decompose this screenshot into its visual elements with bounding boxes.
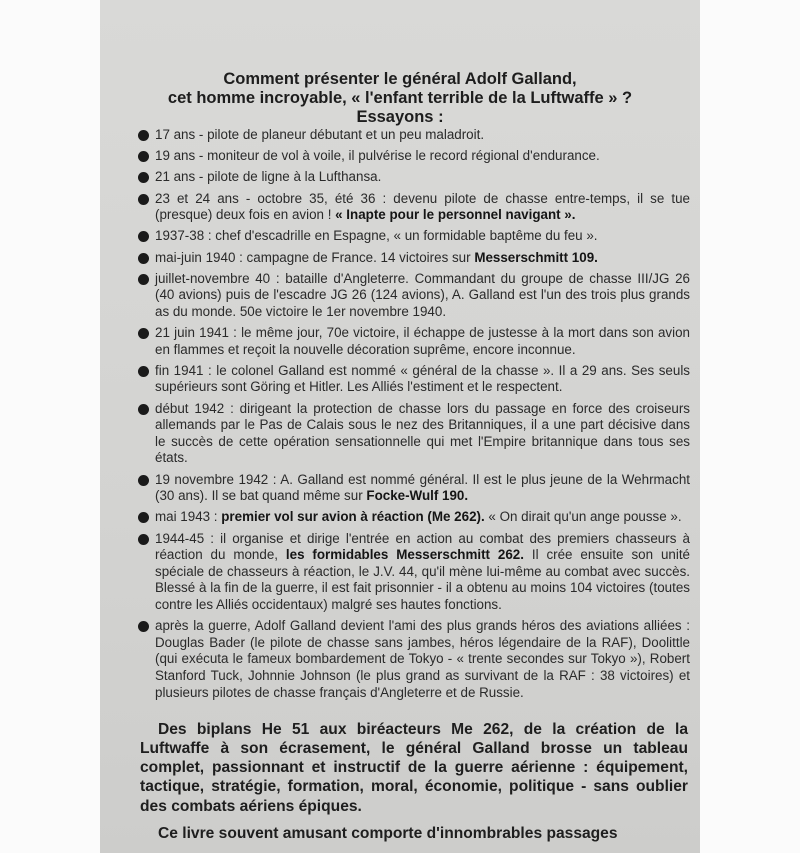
item-text: « On dirait qu'un ange pousse ». [484,509,682,525]
heading [100,70,700,127]
item-text: 17 ans - pilote de planeur débutant et un peu maladroit. [155,127,485,142]
bullet-icon [138,274,149,285]
list-item [138,250,690,267]
list-item [138,531,690,614]
list-item [138,325,690,358]
bullet-icon [138,366,149,377]
bullet-icon [138,328,149,339]
item-text: 19 novembre 1942 : A. Galland est nommé général. Il est le plus jeune de la Wehrmacht (30 ans). Il se bat quand même sur [155,471,690,504]
list-item [138,127,690,144]
bold-text: Focke-Wulf 190. [366,488,469,504]
list-item [138,191,690,224]
bullet-icon [138,512,149,523]
bullet-icon [138,253,149,264]
heading-line-1: Comment présenter le général Adolf Galland, [223,70,577,88]
list-item [138,148,690,165]
bullet-icon [138,404,149,415]
bold-text: les formidables Messerschmitt 262. [285,547,524,563]
bullet-icon [138,621,149,632]
bold-text: Messerschmitt 109. [474,249,598,265]
book-back-cover [100,0,700,853]
bullet-icon [138,130,149,141]
heading-line-3: Essayons : [356,108,444,126]
list-item [138,271,690,321]
item-text: mai 1943 : [155,509,222,525]
item-text: 1937-38 : chef d'escadrille en Espagne, « un formidable baptême du feu ». [155,228,598,244]
list-item [138,169,690,186]
list-item [138,618,690,701]
list-item [138,363,690,396]
item-text: 21 ans - pilote de ligne à la Lufthansa. [155,169,382,185]
item-text: Il crée ensuite son unité spéciale de chasseurs à réaction, le J.V. 44, qu'il mène lui-même au combat avec succès. Blessé à la fin de la guerre, il est fait prisonnier - il a obtenu au moins 104 victoires (toutes contre les Alliés occidentaux) malgré ses hautes fonctions. [155,547,691,612]
list-item [138,472,690,505]
item-text: 21 juin 1941 : le même jour, 70e victoire, il échappe de justesse à la mort dans son avion en flammes et reçoit la nouvelle décoration suprême, encore inconnue. [155,325,690,357]
list-item [138,401,690,467]
bold-text: « Inapte pour le personnel navigant ». [335,207,576,223]
item-text: début 1942 : dirigeant la protection de chasse lors du passage en force des croiseurs allemands par le Pas de Calais sous le nez des Britanniques, il a une part décisive dans le succès de cette opération sensationnelle qui met l'Empire britannique dans tous ses états. [155,400,690,466]
item-text: juillet-novembre 40 : bataille d'Angleterre. Commandant du groupe de chasse III/JG 26 (40 avions) puis de l'escadre JG 26 (124 avions), A. Galland est l'un des trois plus grands as du monde. 50e victoire le 1er novembre 1940. [155,270,690,319]
summary-paragraph: Des biplans He 51 aux biréacteurs Me 262, de la création de la Luftwaffe à son écrasement, le général Galland brosse un tableau complet, passionnant et instructif de la guerre aérienne : équipement, tactique, stratégie, formation, moral, économie, politique - sans oublier des combats aériens épiques. [140,720,688,815]
list-item [138,509,690,526]
item-text: fin 1941 : le colonel Galland est nommé « général de la chasse ». Il a 29 ans. Ses seuls supérieurs sont Göring et Hitler. Les Alliés l'estiment et le respectent. [155,362,690,395]
bullet-icon [138,151,149,162]
timeline-list [138,127,690,706]
second-paragraph: Ce livre souvent amusant comporte d'innombrables passages [158,824,618,842]
item-text: 19 ans - moniteur de vol à voile, il pulvérise le record régional d'endurance. [155,148,600,164]
bullet-icon [138,475,149,486]
list-item [138,228,690,245]
item-text: 23 et 24 ans - octobre 35, été 36 : devenu pilote de chasse entre-temps, il se tue (presque) deux fois en avion ! [155,190,690,223]
bullet-icon [138,534,149,545]
item-text: après la guerre, Adolf Galland devient l'ami des plus grands héros des aviations alliées : Douglas Bader (le pilote de chasse sans jambes, héros légendaire de la RAF), Doolittle (qui exécuta le fameux bombardement de Tokyo - « trente secondes sur Tokyo »), Robert Stanford Tuck, Johnnie Johnson (le plus grand as survivant de la RAF : 38 victoires) et plusieurs pilotes de chasse français d'Angleterre et de Russie. [155,618,690,700]
bullet-icon [138,231,149,242]
heading-line-2: cet homme incroyable, « l'enfant terrible de la Luftwaffe » ? [167,89,633,107]
item-text: 1944-45 : il organise et dirige l'entrée en action au combat des premiers chasseurs à réaction du monde, [155,530,690,563]
bold-text: premier vol sur avion à réaction (Me 262). [221,509,485,525]
bullet-icon [138,194,149,205]
bullet-icon [138,172,149,183]
item-text: mai-juin 1940 : campagne de France. 14 victoires sur [155,249,475,265]
